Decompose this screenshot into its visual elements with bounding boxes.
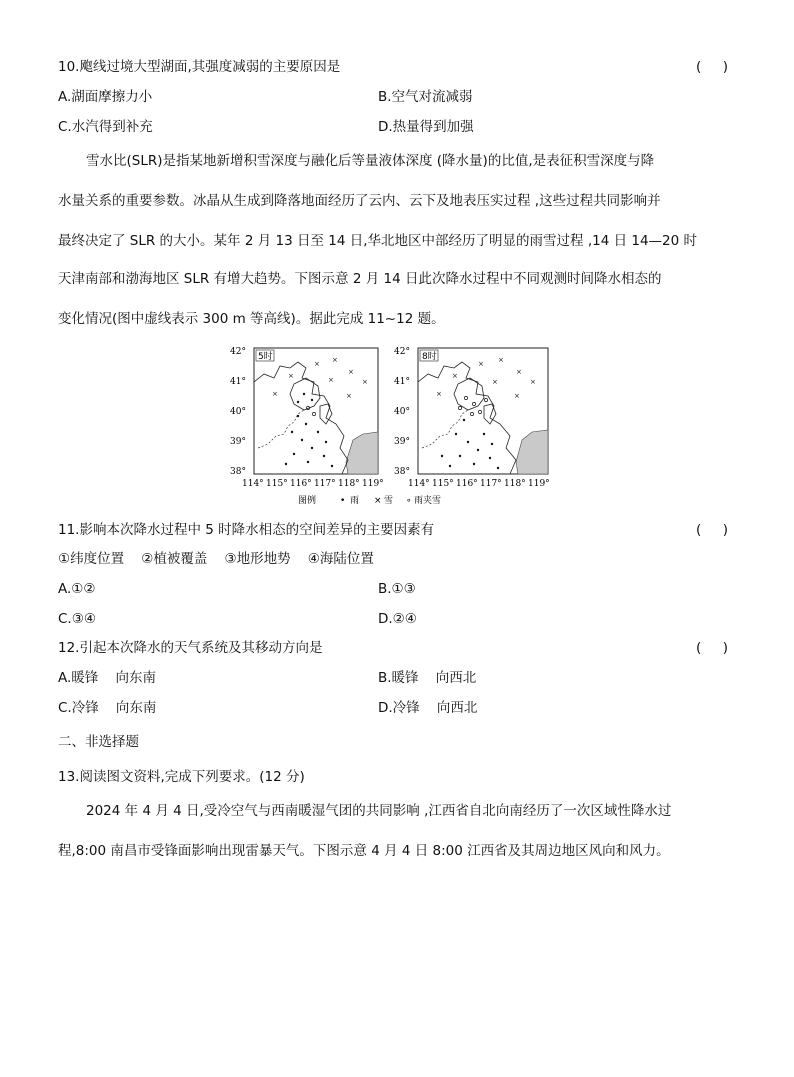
q11-option-b: B.①③: [378, 581, 416, 597]
svg-text:×: ×: [498, 356, 504, 364]
svg-text:×: ×: [272, 390, 278, 398]
svg-text:119°: 119°: [528, 479, 550, 489]
legend-snow-label: 雪: [384, 496, 394, 506]
section-title: 二、非选择题: [58, 734, 139, 750]
svg-text:116°: 116°: [456, 479, 478, 489]
q11-factors: ①纬度位置 ②植被覆盖 ③地形地势 ④海陆位置: [58, 551, 374, 567]
q10-stem: 10.飑线过境大型湖面,其强度减弱的主要原因是: [58, 59, 341, 75]
lat-label-38: 38°: [230, 467, 246, 477]
svg-text:115°: 115°: [432, 479, 454, 489]
svg-text:116°: 116°: [290, 479, 312, 489]
passage1-line-1: 雪水比(SLR)是指某地新增积雪深度与融化后等量液体深度 (降水量)的比值,是表征积雪深度与降: [86, 153, 655, 169]
lat-label-42-right: 42°: [394, 347, 410, 357]
svg-text:×: ×: [492, 378, 498, 386]
q10-answer-bracket: ( ): [696, 59, 728, 75]
map-panel-5h: [254, 348, 378, 474]
legend-title: 图例: [298, 496, 317, 506]
svg-text:×: ×: [314, 360, 320, 368]
q10-option-b: B.空气对流减弱: [378, 89, 473, 105]
q12-option-d: D.冷锋 向西北: [378, 700, 478, 716]
svg-text:×: ×: [332, 356, 338, 364]
q12-answer-bracket: ( ): [696, 640, 728, 656]
legend-snow-symbol: ×: [374, 496, 382, 506]
q11-answer-bracket: ( ): [696, 522, 728, 538]
lat-label-41: 41°: [230, 377, 246, 387]
svg-text:×: ×: [516, 368, 522, 376]
q13-line-2: 程,8:00 南昌市受锋面影响出现雷暴天气。下图示意 4 月 4 日 8:00 江西省及其周边地区风向和风力。: [58, 843, 670, 859]
lat-label-42: 42°: [230, 347, 246, 357]
svg-text:118°: 118°: [504, 479, 526, 489]
lat-label-40: 40°: [230, 407, 246, 417]
svg-text:114°: 114°: [408, 479, 430, 489]
passage1-line-2: 水量关系的重要参数。冰晶从生成到降落地面经历了云内、云下及地表压实过程 ,这些过程共同影响并: [58, 193, 661, 209]
lat-label-38-right: 38°: [394, 467, 410, 477]
lat-label-40-right: 40°: [394, 407, 410, 417]
q10-option-d: D.热量得到加强: [378, 119, 474, 135]
lat-label-39-right: 39°: [394, 437, 410, 447]
q11-stem: 11.影响本次降水过程中 5 时降水相态的空间差异的主要因素有: [58, 522, 435, 538]
map-panel-8h: [418, 348, 548, 474]
panel-label-8h: 8时: [422, 352, 437, 362]
passage1-line-4: 天津南部和渤海地区 SLR 有增大趋势。下图示意 2 月 14 日此次降水过程中不同观测时间降水相态的: [58, 271, 662, 287]
svg-text:×: ×: [478, 360, 484, 368]
svg-text:115°: 115°: [266, 479, 288, 489]
svg-text:117°: 117°: [480, 479, 502, 489]
svg-text:119°: 119°: [362, 479, 384, 489]
q12-option-a: A.暖锋 向东南: [58, 670, 156, 686]
q13-line-1: 2024 年 4 月 4 日,受冷空气与西南暖湿气团的共同影响 ,江西省自北向南经历了一次区域性降水过: [86, 803, 672, 819]
svg-text:114°: 114°: [242, 479, 264, 489]
legend-sleet-symbol: ∘: [406, 496, 412, 506]
q11-option-a: A.①②: [58, 581, 96, 597]
svg-text:×: ×: [436, 390, 442, 398]
lon-labels-right: [408, 479, 550, 489]
svg-text:×: ×: [288, 372, 294, 380]
q13-stem: 13.阅读图文资料,完成下列要求。(12 分): [58, 769, 305, 785]
lat-label-41-right: 41°: [394, 377, 410, 387]
svg-text:×: ×: [348, 368, 354, 376]
passage1-line-5: 变化情况(图中虚线表示 300 m 等高线)。据此完成 11~12 题。: [58, 311, 445, 327]
svg-text:×: ×: [346, 392, 352, 400]
lon-labels-left: [242, 479, 384, 489]
svg-text:×: ×: [328, 376, 334, 384]
legend-rain-symbol: •: [340, 496, 346, 506]
svg-text:×: ×: [452, 372, 458, 380]
precipitation-maps: [228, 344, 564, 510]
q11-option-c: C.③④: [58, 611, 96, 627]
q10-option-c: C.水汽得到补充: [58, 119, 153, 135]
lat-label-39: 39°: [230, 437, 246, 447]
panel-label-5h: 5时: [258, 352, 273, 362]
precipitation-phase-figure: [228, 344, 564, 510]
q12-stem: 12.引起本次降水的天气系统及其移动方向是: [58, 640, 323, 656]
figure-legend: [298, 494, 441, 506]
passage1-line-3: 最终决定了 SLR 的大小。某年 2 月 13 日至 14 日,华北地区中部经历了明显的雨雪过程 ,14 日 14—20 时: [58, 233, 698, 249]
svg-text:117°: 117°: [314, 479, 336, 489]
q11-option-d: D.②④: [378, 611, 417, 627]
legend-sleet-label: 雨夹雪: [414, 496, 442, 506]
svg-text:×: ×: [362, 378, 368, 386]
legend-rain-label: 雨: [350, 496, 360, 506]
q10-option-a: A.湖面摩擦力小: [58, 89, 153, 105]
svg-text:118°: 118°: [338, 479, 360, 489]
svg-text:×: ×: [514, 392, 520, 400]
q12-option-c: C.冷锋 向东南: [58, 700, 157, 716]
svg-text:×: ×: [530, 378, 536, 386]
q12-option-b: B.暖锋 向西北: [378, 670, 477, 686]
